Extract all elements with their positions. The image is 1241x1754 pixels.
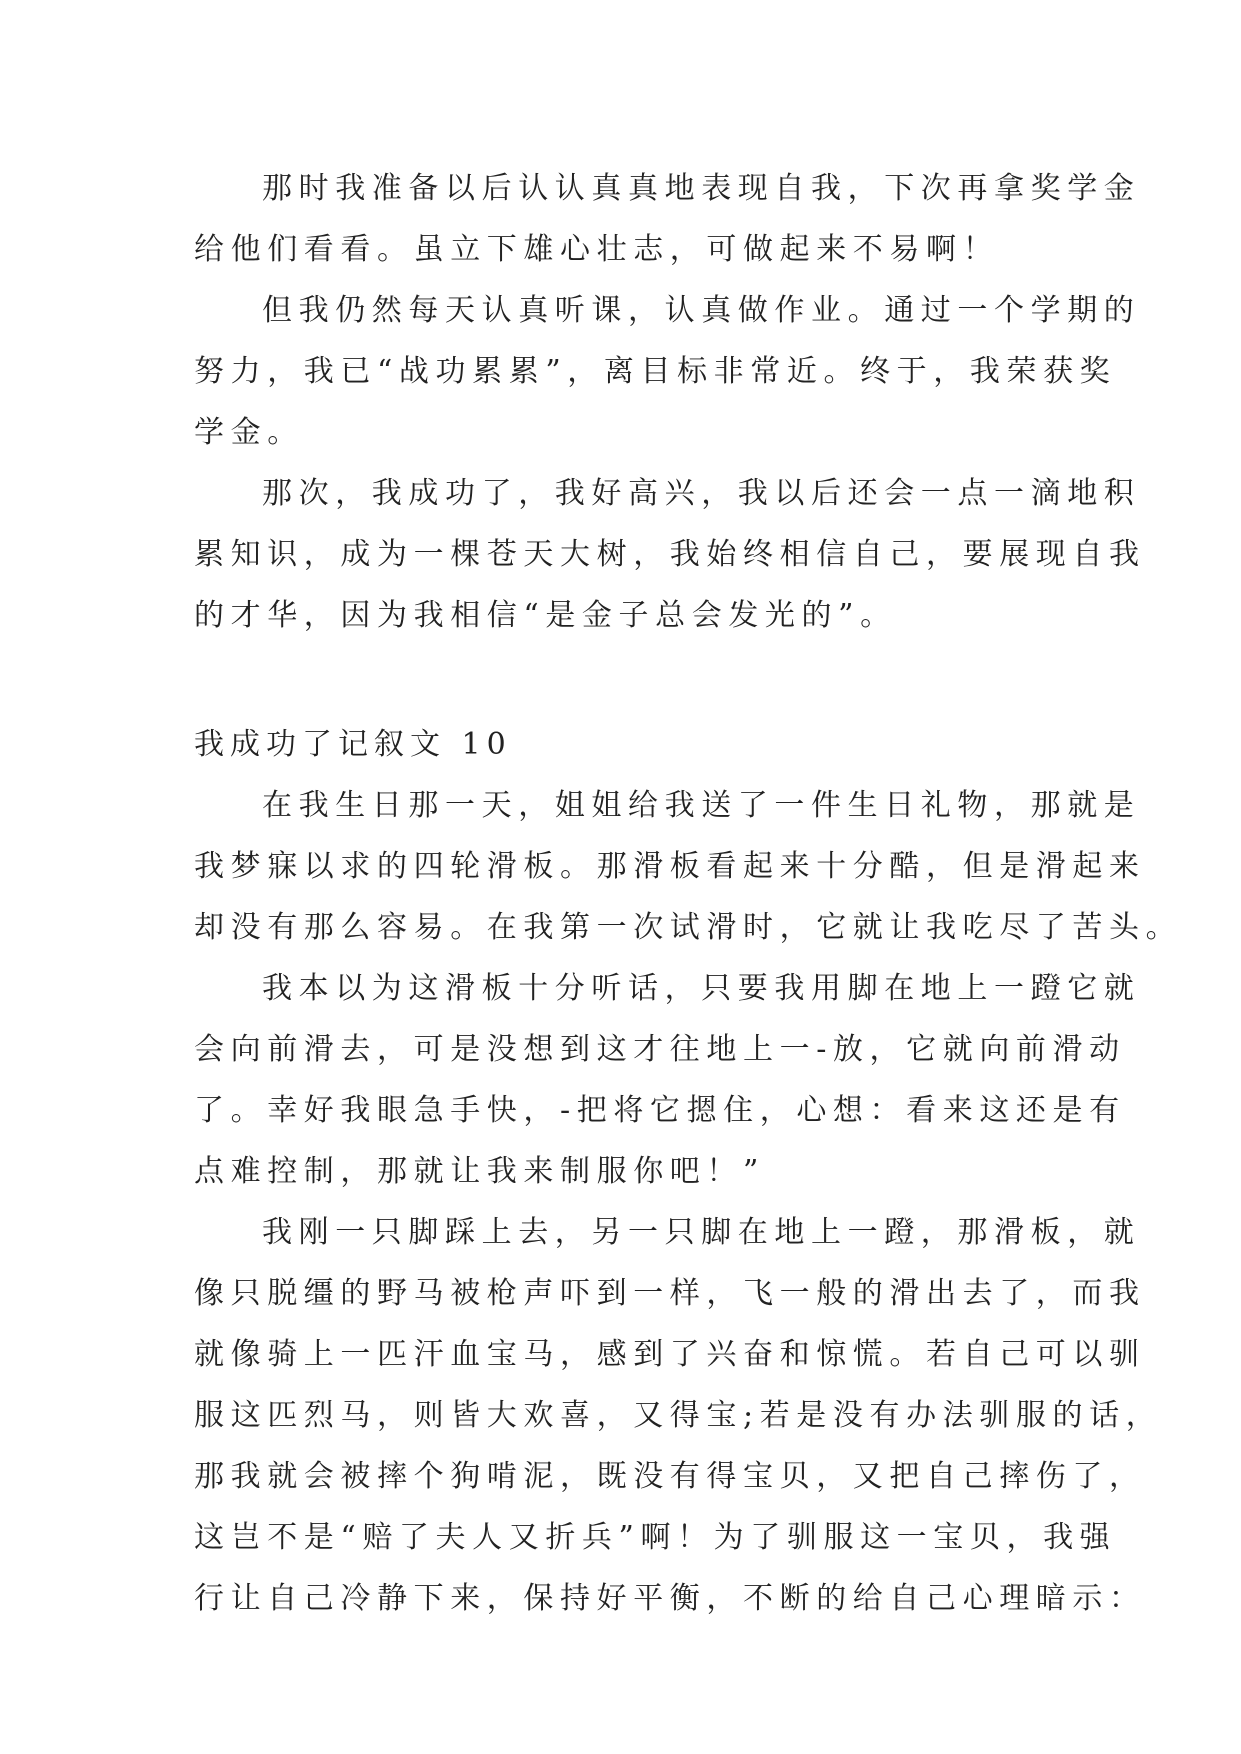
text-line: 学金。 [194, 415, 304, 450]
paragraph-4 [194, 775, 1183, 958]
text-line: 这岂不是“赔了夫人又折兵”啊！为了驯服这一宝贝，我强 [194, 1520, 1117, 1555]
text-line: 会向前滑去，可是没想到这才往地上一-放，它就向前滑动 [194, 1032, 1126, 1067]
text-line: 那次，我成功了，我好高兴，我以后还会一点一滴地积 [262, 476, 1141, 511]
text-line: 那时我准备以后认认真真地表现自我，下次再拿奖学金 [262, 171, 1141, 206]
text-line: 累知识，成为一棵苍天大树，我始终相信自己，要展现自我 [194, 537, 1146, 572]
paragraph-1 [194, 158, 1141, 280]
text-line: 点难控制，那就让我来制服你吧！” [194, 1154, 765, 1189]
text-line: 却没有那么容易。在我第一次试滑时，它就让我吃尽了苦头。 [194, 910, 1183, 945]
text-line: 像只脱缰的野马被枪声吓到一样，飞一般的滑出去了，而我 [194, 1276, 1146, 1311]
text-line: 服这匹烈马，则皆大欢喜，又得宝;若是没有办法驯服的话， [194, 1398, 1163, 1433]
paragraph-6 [194, 1202, 1163, 1629]
text-line: 我梦寐以求的四轮滑板。那滑板看起来十分酷，但是滑起来 [194, 849, 1146, 884]
section-heading: 我成功了记叙文 10 [194, 727, 512, 762]
paragraph-3 [194, 463, 1146, 646]
text-line: 但我仍然每天认真听课，认真做作业。通过一个学期的 [262, 293, 1141, 328]
text-line: 了。幸好我眼急手快，-把将它摁住，心想：看来这还是有 [194, 1093, 1126, 1128]
document-body [194, 158, 1183, 1629]
text-line: 我刚一只脚踩上去，另一只脚在地上一蹬，那滑板，就 [262, 1215, 1141, 1250]
text-line: 在我生日那一天，姐姐给我送了一件生日礼物，那就是 [262, 788, 1141, 823]
text-line: 的才华，因为我相信“是金子总会发光的”。 [194, 598, 897, 633]
paragraph-2 [194, 280, 1141, 463]
text-line: 给他们看看。虽立下雄心壮志，可做起来不易啊！ [194, 232, 1000, 267]
text-line: 我本以为这滑板十分听话，只要我用脚在地上一蹬它就 [262, 971, 1141, 1006]
text-line: 行让自己冷静下来，保持好平衡，不断的给自己心理暗示： [194, 1581, 1146, 1616]
paragraph-5 [194, 958, 1141, 1202]
text-line: 那我就会被摔个狗啃泥，既没有得宝贝，又把自己摔伤了， [194, 1459, 1146, 1494]
text-line: 就像骑上一匹汗血宝马，感到了兴奋和惊慌。若自己可以驯 [194, 1337, 1146, 1372]
text-line: 努力，我已“战功累累”，离目标非常近。终于，我荣获奖 [194, 354, 1117, 389]
